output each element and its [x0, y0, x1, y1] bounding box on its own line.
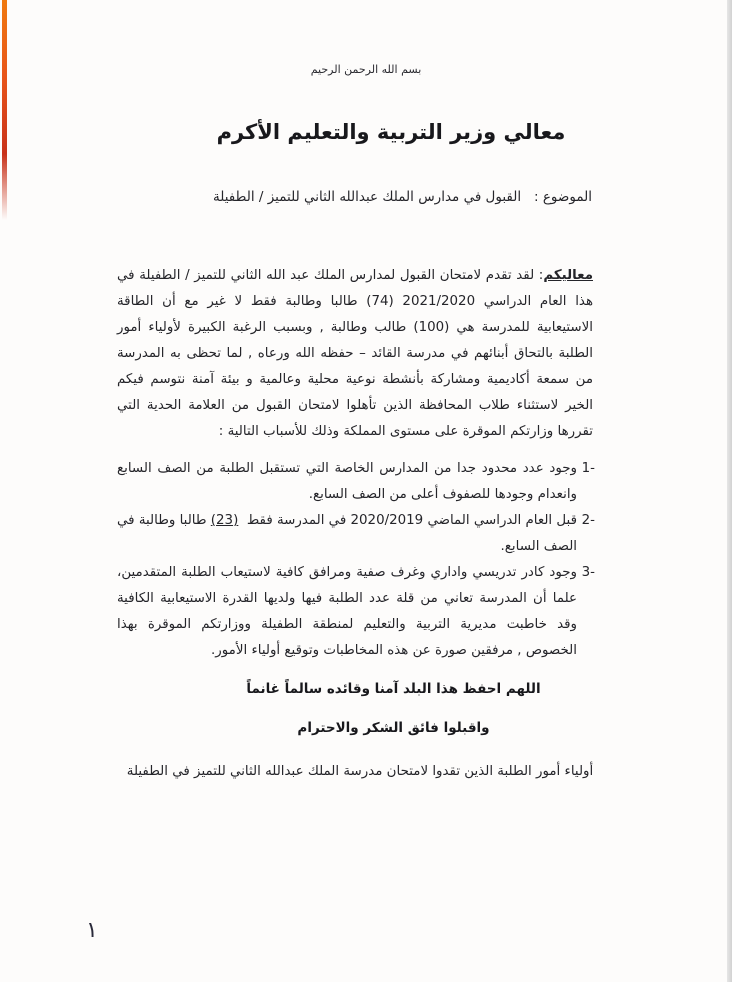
prayer-line: اللهم احفظ هذا البلد آمنا وقائده سالماً غانماً	[246, 681, 541, 697]
letter-body	[117, 263, 593, 445]
signature-block: أولياء أمور الطلبة الذين تقدوا لامتحان مدرسة الملك عبدالله الثاني للتميز في الطفيلة	[126, 764, 594, 779]
reason-text: وجود عدد محدود جدا من المدارس الخاصة التي تستقبل الطلبة من الصف السابع وانعدام وجودها للصفوف أعلى من الصف السابع.	[117, 461, 577, 502]
subject-text: القبول في مدارس الملك عبدالله الثاني للتميز / الطفيلة	[213, 189, 522, 205]
letter-title: معالي وزير التربية والتعليم الأكرم	[216, 120, 566, 144]
basmala: بسم الله الرحمن الرحيم	[310, 63, 422, 76]
reason-number: -2	[581, 513, 595, 528]
reason-number: -1	[581, 461, 595, 476]
reason-text: وجود كادر تدريسي واداري وغرف صفية ومرافق كافية لاستيعاب الطلبة المتقدمين، علما أن المدرسة تعاني من قلة عدد الطلبة فيها ولديها القدرة الاستيعابية الكافية وقد خاطبت مديرية التربية والتعليم لمنطقة الطفيلة ووزارتكم الموقرة بهذا الخصوص , مرفقين صورة عن هذه المخاطبات وتوقيع أولياء الأمور.	[117, 565, 577, 658]
closing-line: واقبلوا فائق الشكر والاحترام	[297, 720, 490, 736]
reason-highlight: (23)	[210, 513, 239, 528]
salutation: معاليكم	[543, 268, 593, 283]
body-text: : لقد تقدم لامتحان القبول لمدارس الملك عبد الله الثاني للتميز / الطفيلة في هذا العام الدراسي 2021/2020 (74) طالبا وطالبة فقط لا غير مع أن الطاقة الاستيعابية للمدرسة هي (100) طالب وطالبة , وبسبب الرغبة الكبيرة لأولياء أمور الطلبة بالتحاق أبنائهم في مدرسة القائد – حفظه الله ورعاه , لما تحظى به المدرسة من سمعة أكاديمية ومشاركة بأنشطة نوعية محلية وعالمية و بيئة آمنة نتوسم فيكم الخير لاستثناء طلاب المحافظة الذين تأهلوا لامتحان القبول من العلامة الحدية التي تقررها وزارتكم الموقرة على مستوى المملكة وذلك للأسباب التالية :	[117, 268, 594, 439]
reason-item	[117, 560, 595, 664]
reason-text-after: طالبا وطالبة في الصف السابع.	[117, 513, 577, 554]
reasons-list	[117, 456, 595, 664]
page-number: ١	[86, 918, 98, 943]
subject-line	[92, 189, 592, 205]
reason-text: قبل العام الدراسي الماضي 2020/2019 في المدرسة فقط	[246, 513, 577, 528]
reason-item	[117, 508, 595, 560]
subject-label: الموضوع :	[534, 189, 592, 205]
reason-number: -3	[581, 565, 595, 580]
reason-item	[117, 456, 595, 508]
